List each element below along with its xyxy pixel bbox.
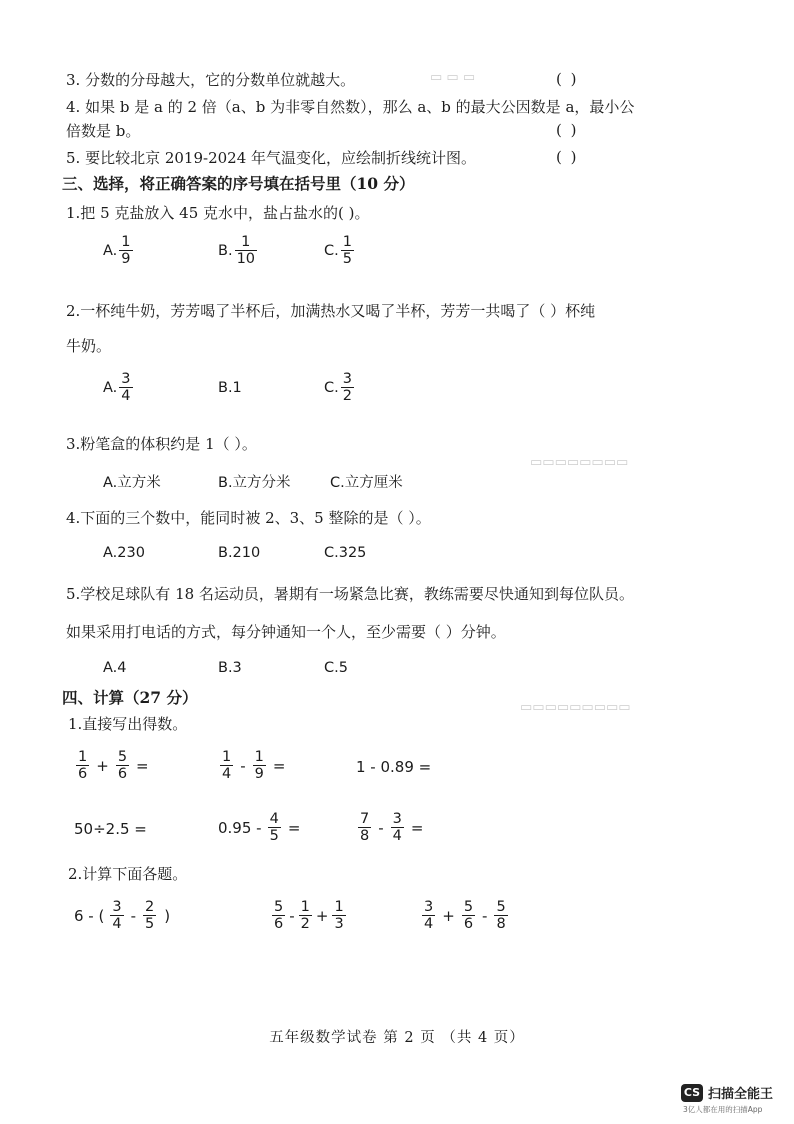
calc-item-1: $\frac{1}{6}$ + $\frac{5}{6}$ = [78, 749, 149, 782]
judge-q4-line2: 倍数是 b。 [66, 122, 141, 140]
choice-q3: 3.粉笔盒的体积约是 1（ ）。 [66, 435, 257, 453]
choice-q4-option-a[interactable]: A.230 [103, 545, 145, 561]
judge-q3-answer-paren[interactable]: ( ) [556, 70, 579, 88]
calc-sub2-title: 2.计算下面各题。 [68, 865, 188, 883]
choice-q5-option-c[interactable]: C.5 [324, 660, 348, 676]
choice-q3-option-b[interactable]: B.立方分米 [218, 475, 291, 491]
choice-q2-option-b[interactable]: B.1 [218, 380, 242, 396]
choice-q5-line2: 如果采用打电话的方式，每分钟通知一个人，至少需要（ ）分钟。 [66, 623, 506, 641]
calc-item-5: 0.95 - $\frac{4}{5}$ = [218, 811, 301, 844]
choice-q4-option-c[interactable]: C.325 [324, 545, 367, 561]
choice-q4: 4.下面的三个数中，能同时被 2、3、5 整除的是（ ）。 [66, 509, 431, 527]
calc-item-8: $\frac{5}{6}$ - $\frac{1}{2}$ + $\frac{1}{3}$ [274, 899, 344, 932]
logo-name: 扫描全能王 [708, 1087, 774, 1102]
fraction: $\frac{1}{10}$ [236, 234, 256, 267]
choice-q5-option-a[interactable]: A.4 [103, 660, 127, 676]
judge-q4-answer-paren[interactable]: ( ) [556, 121, 579, 139]
section-4-title: 四、计算（27 分） [62, 688, 198, 707]
bleed-through-mark: ▭▭▭▭▭▭▭▭▭ [520, 700, 631, 715]
fraction: $\frac{1}{5}$ [342, 234, 352, 267]
choice-q4-option-b[interactable]: B.210 [218, 545, 261, 561]
page-footer: 五年级数学试卷 第 2 页 （共 4 页） [269, 1030, 525, 1046]
calc-item-9: $\frac{3}{4}$ + $\frac{5}{6}$ - $\frac{5}{8}$ [424, 899, 506, 932]
calc-item-4: 50÷2.5 = [74, 820, 147, 838]
judge-q5-answer-paren[interactable]: ( ) [556, 148, 579, 166]
choice-q5-option-b[interactable]: B.3 [218, 660, 242, 676]
choice-q1-option-c[interactable]: C. $\frac{1}{5}$ [324, 234, 352, 267]
choice-q5-line1: 5.学校足球队有 18 名运动员，暑期有一场紧急比赛，教练需要尽快通知到每位队员。 [66, 585, 634, 603]
calc-item-2: $\frac{1}{4}$ - $\frac{1}{9}$ = [222, 749, 286, 782]
choice-q2-line2: 牛奶。 [66, 337, 112, 355]
choice-q3-option-c[interactable]: C.立方厘米 [330, 475, 403, 491]
fraction: $\frac{1}{9}$ [121, 234, 131, 267]
choice-q1: 1.把 5 克盐放入 45 克水中，盐占盐水的( )。 [66, 204, 370, 222]
choice-q3-option-a[interactable]: A.立方米 [103, 475, 161, 491]
logo-tagline: 3亿人都在用的扫描App [683, 1105, 763, 1114]
camscanner-logo [681, 1083, 773, 1102]
calc-item-6: $\frac{7}{8}$ - $\frac{3}{4}$ = [360, 811, 424, 844]
judge-q5: 5. 要比较北京 2019-2024 年气温变化，应绘制折线统计图。 [66, 149, 477, 167]
choice-q2-line1: 2.一杯纯牛奶，芳芳喝了半杯后，加满热水又喝了半杯，芳芳一共喝了（ ）杯纯 [66, 302, 596, 320]
bleed-through-mark: ▭ ▭ ▭ [430, 70, 476, 85]
bleed-through-mark: ▭▭▭▭▭▭▭▭ [530, 455, 629, 470]
cs-logo-icon: CS [681, 1084, 703, 1102]
calc-sub1-title: 1.直接写出得数。 [68, 715, 188, 733]
calc-item-7: 6 - ( $\frac{3}{4}$ - $\frac{2}{5}$ ) [74, 899, 171, 932]
choice-q1-option-b[interactable]: B. $\frac{1}{10}$ [218, 234, 256, 267]
choice-q2-option-a[interactable]: A. $\frac{3}{4}$ [103, 371, 131, 404]
fraction: $\frac{3}{4}$ [121, 371, 131, 404]
calc-item-3: 1 - 0.89 = [356, 758, 432, 776]
judge-q4-line1: 4. 如果 b 是 a 的 2 倍（a、b 为非零自然数），那么 a、b 的最大公因数是 a，最小公 [66, 98, 635, 116]
judge-q3: 3. 分数的分母越大，它的分数单位就越大。 [66, 71, 356, 89]
choice-q1-option-a[interactable]: A. $\frac{1}{9}$ [103, 234, 131, 267]
fraction: $\frac{3}{2}$ [342, 371, 352, 404]
section-3-title: 三、选择，将正确答案的序号填在括号里（10 分） [62, 174, 415, 193]
choice-q2-option-c[interactable]: C. $\frac{3}{2}$ [324, 371, 352, 404]
